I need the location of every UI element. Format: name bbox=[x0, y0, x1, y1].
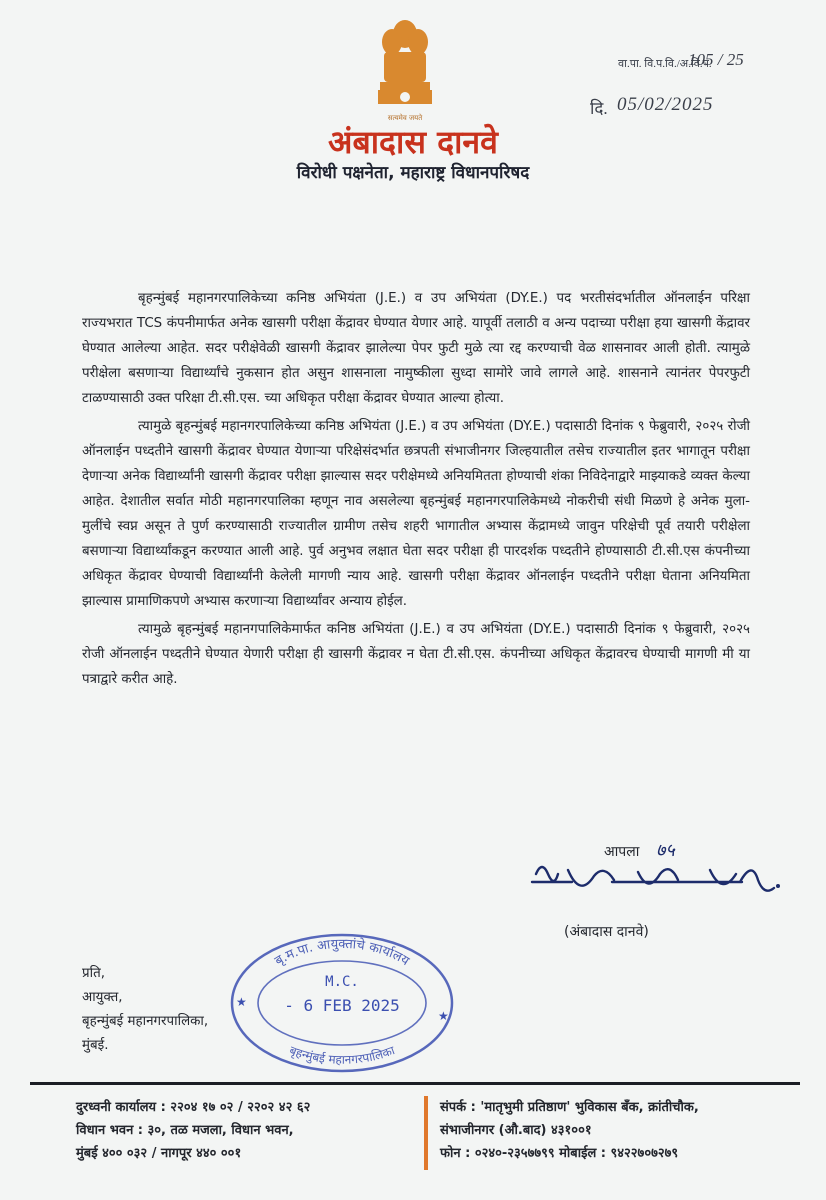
body-paragraph: बृहन्मुंबई महानगरपालिकेच्या कनिष्ठ अभियंता (J.E.) व उप अभियंता (DY.E.) पद भरतीसंदर्भातील ऑनलाईन परिक्षा राज्यभरात TCS कंपनीमार्फत अनेक खासगी परीक्षा केंद्रावर घेण्यात येणार आहे. यापूर्वी तलाठी व अन्य पदाच्या परीक्षा हया खासगी केंद्रावर घेण्यात आलेल्या आहेत. सदर परीक्षेवेळी खासगी केंद्रावर झालेल्या पेपर फुटी मुळे त्या रद्द करण्याची वेळ शासनावर आली होती. त्यामुळे परीक्षेला बसणाऱ्या विद्यार्थ्यांचे नुकसान होत असुन शासनाला नामुष्कीला सुध्दा सामोरे जावे लागले आहे. शासनाने त्यानंतर पेपरफुटी टाळण्यासाठी उक्त परिक्षा टी.सी.एस. च्या अधिकृत परीक्षा केंद्रावर घेण्यात आल्या होत्या. bbox=[82, 291, 750, 406]
footer-line-text: विधान भवन : ३०, तळ मजला, विधान भवन, bbox=[76, 1123, 294, 1138]
letter-date: 05/02/2025 bbox=[617, 94, 714, 115]
star-icon: ★ bbox=[236, 995, 247, 1009]
stamp-date: - 6 FEB 2025 bbox=[284, 996, 400, 1015]
addressee-block bbox=[82, 962, 208, 1058]
footer-office-contact bbox=[76, 1096, 310, 1165]
body-paragraph: त्यामुळे बृहन्मुंबई महानगरपालिकेच्या कनिष्ठ अभियंता (J.E.) व उप अभियंता (DY.E.) पदासाठी दिनांक ९ फेब्रुवारी, २०२५ रोजी ऑनलाईन पध्दतीने खासगी केंद्रावर घेण्यात येणाऱ्या परिक्षेसंदर्भात छत्रपती संभाजीनगर जिल्हयातील तसेच राज्यातील इतर भागातून परीक्षा देणाऱ्या अनेक विद्यार्थ्यांनी खासगी केंद्रावर परीक्षा झाल्यास सदर परीक्षेमध्ये अनियमितता होण्याची शंका निविदेनाद्वारे माझ्याकडे व्यक्त केल्या आहेत. देशातील सर्वात मोठी महानगरपालिका म्हणून नाव असलेल्या बृहन्मुंबई महानगरपालिकेमध्ये नोकरीची संधी मिळणे हे अनेक मुला-मुलींचे स्वप्न असून ते पुर्ण करण्यासाठी राज्यातील ग्रामीण तसेच शहरी भागातील अभ्यास केंद्रामध्ये जावुन परिक्षेची पूर्व तयारी परीक्षेला बसणाऱ्या विद्यार्थ्यांकडून करण्यात आली आहे. पुर्व अनुभव लक्षात घेता सदर परीक्षा ही पारदर्शक पध्दतीने होण्यासाठी टी.सी.एस कंपनीच्या अधिकृत केंद्रावर घेण्याची विद्यार्थ्यांनी केलेली मागणी न्याय आहे. खासगी परीक्षा केंद्रावर ऑनलाईन पध्दतीने परीक्षा घेताना अनियमिता झाल्यास प्रामाणिकपणे अभ्यास करणाऱ्या विद्यार्थ्यांवर अन्याय होईल. bbox=[82, 419, 750, 609]
footer-personal-contact bbox=[440, 1096, 699, 1165]
addressee-line: आयुक्त, bbox=[82, 990, 123, 1005]
emblem-motto: सत्यमेव जयते bbox=[387, 114, 423, 122]
reference-label: वा.पा. वि.प.वि./अ.वि.प. bbox=[618, 58, 712, 70]
addressee-line: प्रति, bbox=[82, 966, 105, 981]
addressee-line: मुंबई. bbox=[82, 1038, 109, 1053]
footer-line-text: संभाजीनगर (औ.बाद) ४३१००१ bbox=[440, 1123, 592, 1138]
sender-name: अंबादास दानवे bbox=[328, 123, 498, 161]
footer-line-text: संपर्क : 'मातृभुमी प्रतिष्ठाण' भुविकास बँक, क्रांतीचौक, bbox=[440, 1100, 699, 1115]
closing-mark: ७५ bbox=[656, 840, 675, 861]
addressee-line: बृहन्मुंबई महानगरपालिका, bbox=[82, 1014, 209, 1029]
svg-text:बृहन्मुंबई महानगरपालिका bbox=[287, 1043, 397, 1067]
footer-line-text: मुंबई ४०० ०३२ / नागपूर ४४० ००१ bbox=[76, 1146, 242, 1161]
date-label: दि. bbox=[590, 99, 608, 118]
footer-divider bbox=[30, 1082, 800, 1085]
closing-salutation: आपला bbox=[604, 844, 640, 860]
received-stamp bbox=[222, 930, 462, 1076]
footer-line-text: दुरध्वनी कार्यालय : २२०४ १७ ०२ / २२०२ ४२ ६२ bbox=[76, 1100, 311, 1115]
stamp-top-text: बृ.म.पा. आयुक्तांचे कार्यालय bbox=[272, 936, 412, 970]
sender-designation: विरोधी पक्षनेता, महाराष्ट्र विधानपरिषद bbox=[296, 163, 530, 183]
stamp-bottom-text: बृहन्मुंबई महानगरपालिका bbox=[287, 1043, 397, 1067]
footer-accent-bar bbox=[424, 1096, 428, 1170]
reference-number: 105 / 25 bbox=[688, 50, 744, 69]
state-emblem-icon bbox=[370, 12, 440, 132]
footer-line-text: फोन : ०२४०-२३५७७९९ मोबाईल : ९४२२७०७२७९ bbox=[440, 1146, 679, 1161]
signatory-name: (अंबादास दानवे) bbox=[564, 924, 649, 940]
signature-image bbox=[528, 852, 788, 912]
letter-body bbox=[82, 286, 750, 695]
body-paragraph: त्यामुळे बृहन्मुंबई महानगपालिकेमार्फत कनिष्ठ अभियंता (J.E.) व उप अभियंता (DY.E.) पदासाठी दिनांक ९ फेब्रुवारी, २०२५ रोजी ऑनलाईन पध्दतीने घेण्यात येणारी परीक्षा ही खासगी केंद्रावर न घेता टी.सी.एस. कंपनीच्या अधिकृत केंद्रावरच घेण्याची मागणी मी या पत्राद्वारे करीत आहे. bbox=[82, 622, 750, 687]
star-icon: ★ bbox=[438, 1009, 449, 1023]
stamp-code: M.C. bbox=[325, 974, 359, 990]
